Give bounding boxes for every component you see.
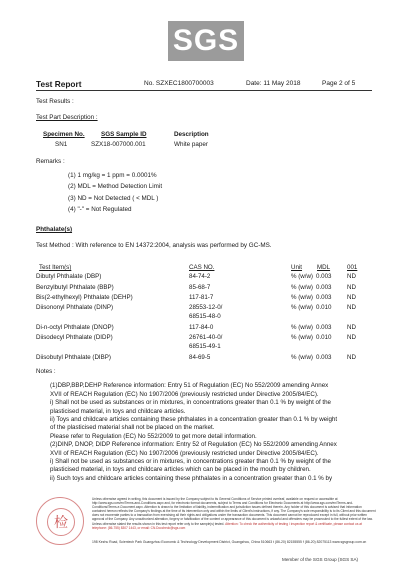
- specimen-header-description: Description: [174, 131, 209, 138]
- mdl: 0.003: [316, 284, 332, 291]
- sgs-logo: SGS: [168, 21, 244, 61]
- note-line: plasticised material, in toys and childcare articles.: [50, 407, 186, 415]
- result: ND: [347, 354, 356, 361]
- table-row: [36, 293, 372, 302]
- unit: % (w/w): [291, 273, 313, 280]
- column-header-test-item: Test Item(s): [39, 264, 72, 271]
- note-line: XVII of REACH Regulation (EC) No 1907/2006 (previously restricted under Directive 2005/84/EC).: [50, 449, 319, 457]
- table-header-row: [36, 263, 372, 272]
- report-number: No. SZXEC1800700003: [144, 80, 214, 87]
- table-row: [36, 283, 372, 292]
- test-item: Benzylbutyl Phthalate (BBP): [36, 284, 114, 291]
- table-row-continuation: [36, 342, 372, 351]
- specimen-sgs-id: SZX18-007000.001: [91, 141, 146, 148]
- phthalates-heading: Phthalate(s): [36, 226, 73, 233]
- cas-number: 117-84-0: [189, 324, 214, 331]
- specimen-description: White paper: [174, 141, 208, 148]
- test-part-description-label: Test Part Description :: [36, 114, 98, 121]
- unit: % (w/w): [291, 304, 313, 311]
- note-line: (1)DBP,BBP,DEHP Reference information: Entry 51 of Regulation (EC) No 552/2009 amending Annex: [50, 382, 329, 390]
- specimen-header-id: SGS Sample ID: [101, 131, 147, 138]
- unit: % (w/w): [291, 354, 313, 361]
- mdl: 0.003: [316, 324, 332, 331]
- mdl: 0.003: [316, 354, 332, 361]
- remark-item: (4) "-" = Not Regulated: [68, 206, 132, 213]
- test-item: Diisodecyl Phthalate (DIDP): [36, 334, 113, 341]
- cas-number: 84-74-2: [189, 273, 211, 280]
- unit: % (w/w): [291, 294, 313, 301]
- remark-item: (1) 1 mg/kg = 1 ppm = 0.0001%: [68, 172, 157, 179]
- table-row: [36, 353, 372, 362]
- mdl: 0.010: [316, 334, 332, 341]
- note-line: ii) Such toys and childcare articles containing these phthalates in a concentration greater than 0.1 % by: [50, 474, 333, 482]
- note-line: ii) Toys and childcare articles containing these phthalates in a concentration greater than 0.1 % by weight: [50, 416, 338, 424]
- note-line: (2)DINP, DNOP, DIDP Reference information: Entry 52 of Regulation (EC) No 552/2009 amending Annex: [50, 441, 337, 449]
- note-line: plasticised material, in toys and childcare articles which can be placed in the mouth by children.: [50, 466, 311, 474]
- cas-number: 85-68-7: [189, 284, 211, 291]
- result: ND: [347, 324, 356, 331]
- test-item: Bis(2-ethylhexyl) Phthalate (DEHP): [36, 294, 133, 301]
- remark-item: (2) MDL = Method Detection Limit: [68, 183, 163, 190]
- column-header-cas: CAS NO.: [189, 264, 215, 271]
- mdl: 0.010: [316, 304, 332, 311]
- unit: % (w/w): [291, 334, 313, 341]
- result: ND: [347, 284, 356, 291]
- test-method: Test Method : With reference to EN 14372:2004, analysis was performed by GC-MS.: [36, 242, 272, 249]
- cas-number: 117-81-7: [189, 294, 214, 301]
- cas-number: 84-69-5: [189, 354, 211, 361]
- note-line: i) Shall not be used as substances or in mixtures, in concentrations greater than 0.1 % by weight of the: [50, 458, 331, 466]
- unit: % (w/w): [291, 284, 313, 291]
- cas-number: 28553-12-0/: [189, 304, 223, 311]
- table-row: [36, 303, 372, 312]
- mdl: 0.003: [316, 273, 332, 280]
- footer-address: 198 Kezhu Road, Scientech Park Guangzhou Economic & Technology Development District, Guangzhou, China 510663 t (86-20) 82155555 f (86-20) 82075113 www.sgsgroup.com.cn: [92, 540, 367, 544]
- unit: % (w/w): [291, 324, 313, 331]
- notes-label: Notes :: [36, 368, 56, 375]
- specimen-no: SN1: [55, 141, 68, 148]
- stamp-seal-icon: 检: [47, 508, 75, 536]
- table-row: [36, 333, 372, 342]
- cas-number: 68515-49-1: [189, 343, 221, 350]
- result: ND: [347, 304, 356, 311]
- test-item: Diisononyl Phthalate (DINP): [36, 304, 114, 311]
- test-item: Dibutyl Phthalate (DBP): [36, 273, 102, 280]
- member-statement: Member of the SGS Group (SGS SA): [282, 557, 359, 562]
- report-title: Test Report: [36, 79, 82, 89]
- note-line: i) Shall not be used as substances or in mixtures, in concentrations greater than 0.1 % by weight of the: [50, 399, 331, 407]
- test-item: Diisobutyl Phthalate (DIBP): [36, 354, 111, 361]
- page-number: Page 2 of 5: [322, 80, 356, 87]
- footer-fine-print: [92, 497, 376, 530]
- table-row: [36, 323, 372, 332]
- notes-section: [36, 368, 376, 483]
- fine-print-text: Unless otherwise agreed in writing, this document is issued by the Company subject to its General Conditions of Service printed overleaf, available on request or accessible at http://www.sgs.com/en/Terms-and-Conditions.aspx and, for electronic format documents, subject to Terms and Conditions for Electronic Documents at http://www.sgs.com/en/Terms-and-Conditions/Terms-e-Document.aspx. Attention is drawn to the limitation of liability, indemnification and jurisdiction issues defined therein. Any holder of this document is advised that information contained hereon reflects the Company's findings at the time of its intervention only and within the limits of Client's instructions, if any. The Company's sole responsibility is to its Client and this document does not exonerate parties to a transaction from exercising all their rights and obligations under the transaction documents. This document cannot be reproduced except in full, without prior written approval of the Company. Any unauthorized alteration, forgery or falsification of the content or appearance of this document is unlawful and offenders may be prosecuted to the fullest extent of the law. Unless otherwise stated the results shown in this test report refer only to the sample(s) tested.: [92, 497, 376, 526]
- column-header-unit: Unit: [291, 264, 303, 271]
- column-header-mdl: MDL: [317, 264, 331, 271]
- authenticity-attention: Attention: To check the authenticity of testing / inspection report & certificate, please contact us at telephone: (86-755) 8307 1443, or email: CN.Doccheck@sgs.com: [92, 521, 362, 530]
- result: ND: [347, 273, 356, 280]
- header-divider: [36, 90, 372, 91]
- cas-number: 26761-40-0/: [189, 334, 223, 341]
- test-item: Di-n-octyl Phthalate (DNOP): [36, 324, 114, 331]
- result: ND: [347, 294, 356, 301]
- remarks-label: Remarks :: [36, 158, 65, 165]
- table-row: [36, 272, 372, 281]
- mdl: 0.003: [316, 294, 332, 301]
- report-date: Date: 11 May 2018: [246, 80, 301, 87]
- note-line: of the plasticised material shall not be placed on the market.: [50, 424, 215, 432]
- cas-number: 68515-48-0: [189, 313, 221, 320]
- test-results-label: Test Results :: [36, 98, 74, 105]
- column-header-sample: 001: [347, 264, 358, 271]
- note-line: Please refer to Regulation (EC) No 552/2009 to get more detail information.: [50, 432, 257, 440]
- remark-item: (3) ND = Not Detected ( < MDL ): [68, 195, 159, 202]
- result: ND: [347, 334, 356, 341]
- table-row-continuation: [36, 312, 372, 321]
- note-line: XVII of REACH Regulation (EC) No 1907/2006 (previously restricted under Directive 2005/84/EC).: [50, 390, 319, 398]
- certification-stamp: [36, 497, 84, 545]
- specimen-header-no: Specimen No.: [43, 131, 85, 138]
